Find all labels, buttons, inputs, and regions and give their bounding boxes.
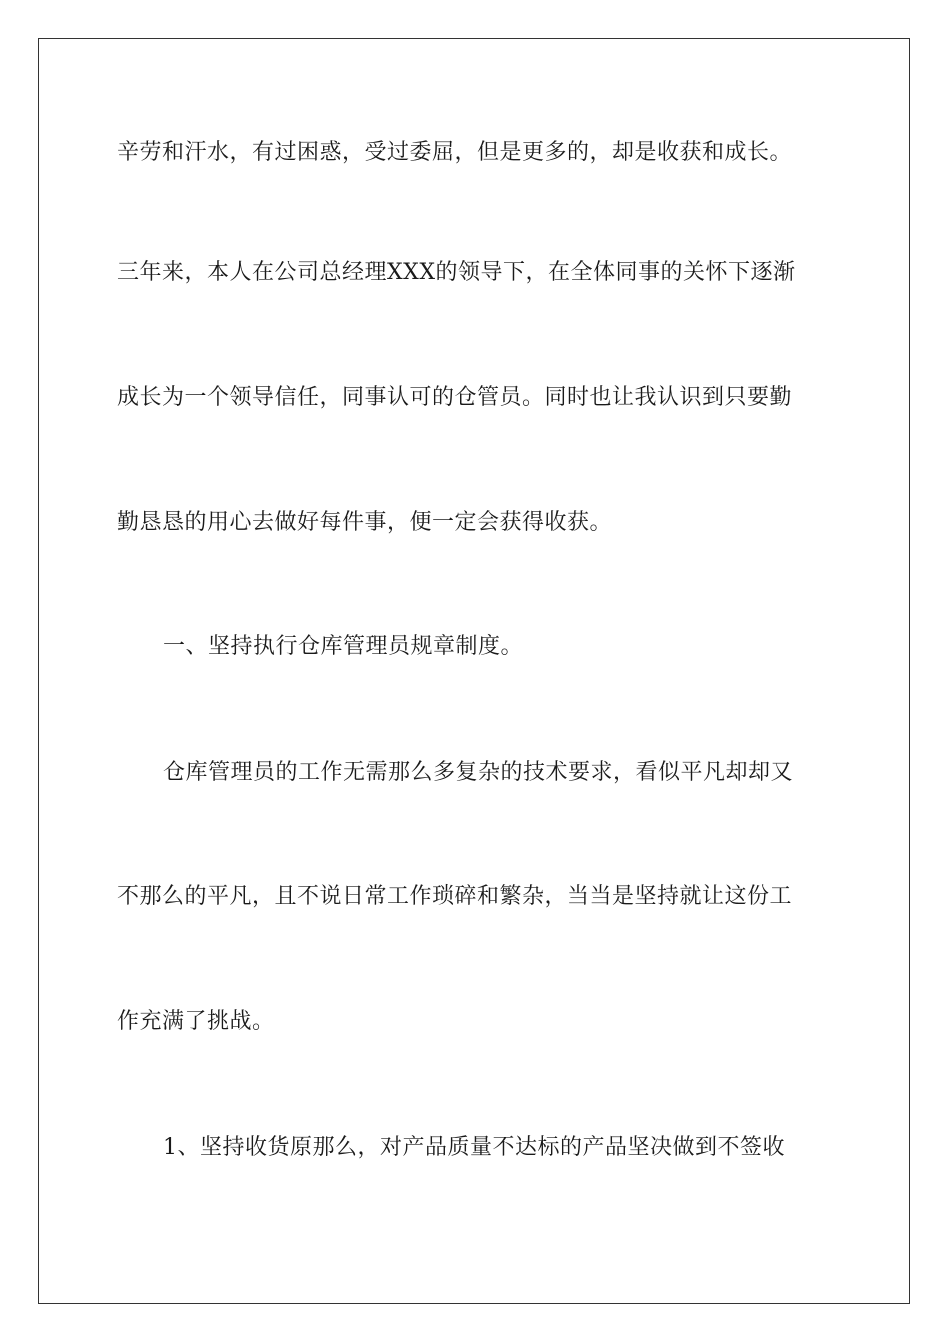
page-border [38,38,910,1304]
paragraph-start-line: 仓库管理员的工作无需那么多复杂的技术要求，看似平凡却却又 [163,760,794,785]
body-text-line: 成长为一个领导信任，同事认可的仓管员。同时也让我认识到只要勤 [117,385,793,410]
body-text-line: 勤恳恳的用心去做好每件事，便一定会获得收获。 [117,510,613,535]
body-text-line: 辛劳和汗水，有过困惑，受过委屈，但是更多的，却是收获和成长。 [117,140,793,165]
section-heading: 一、坚持执行仓库管理员规章制度。 [163,634,524,659]
body-text-line: 三年来，本人在公司总经理XXX的领导下，在全体同事的关怀下逐渐 [117,260,796,285]
body-text-line: 不那么的平凡，且不说日常工作琐碎和繁杂，当当是坚持就让这份工 [117,884,793,909]
numbered-item-line: 1、坚持收货原那么，对产品质量不达标的产品坚决做到不签收 [163,1135,785,1160]
body-text-line: 作充满了挑战。 [117,1009,275,1034]
